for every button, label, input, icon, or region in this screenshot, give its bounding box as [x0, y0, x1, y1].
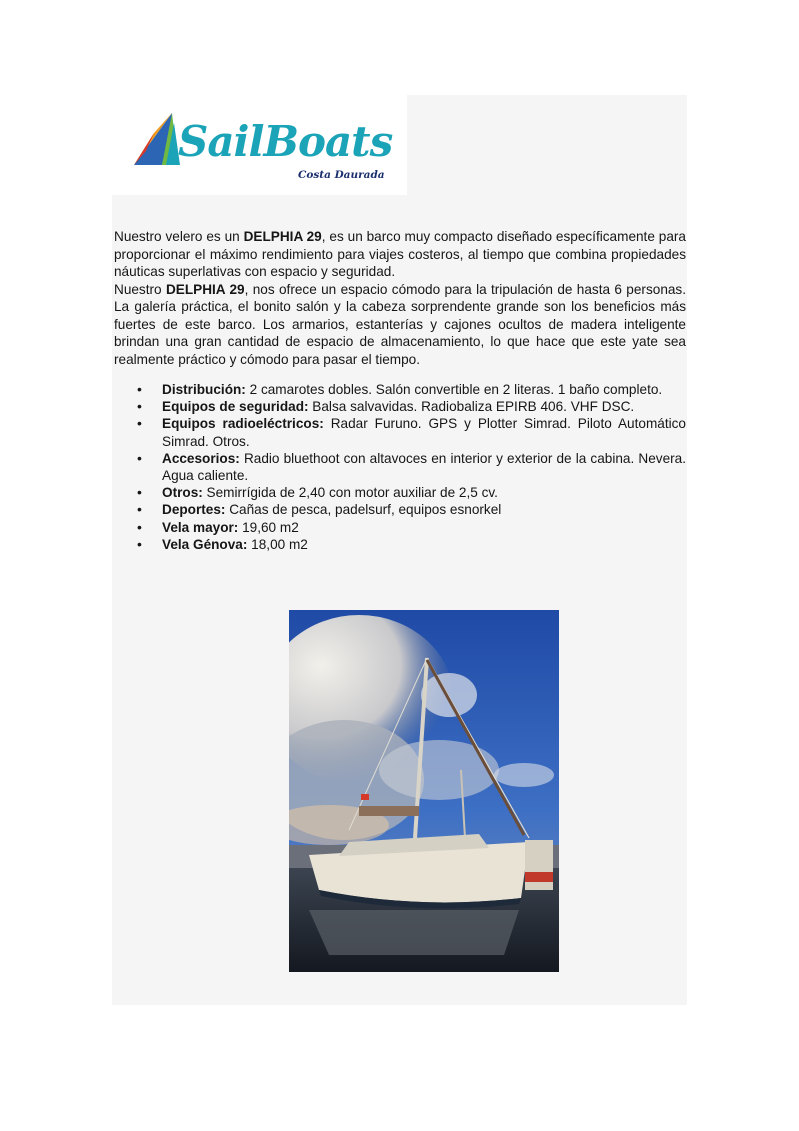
list-item: • Equipos radioeléctricos: Radar Furuno. GPS y Plotter Simrad. Piloto Automático Simrad. Otros.: [162, 415, 686, 449]
list-item: • Deportes: Cañas de pesca, padelsurf, equipos esnorkel: [162, 501, 686, 518]
list-item: • Equipos de seguridad: Balsa salvavidas. Radiobaliza EPIRB 406. VHF DSC.: [162, 398, 686, 415]
brand-name: SailBoats: [178, 117, 393, 166]
model-name: DELPHIA 29: [243, 229, 322, 244]
brand-tagline: Costa Daurada: [298, 169, 385, 181]
sailboat-image: [289, 610, 559, 972]
list-item: • Vela Génova: 18,00 m2: [162, 536, 686, 553]
sailboat-photo: [289, 610, 559, 972]
intro-paragraph-2: Nuestro DELPHIA 29, nos ofrece un espacio cómodo para la tripulación de hasta 6 personas. La galería práctica, el bonito salón y la cabeza sorprendente grande son los beneficios más fuertes de este barco. Los armarios, estanterías y cajones ocultos de madera inteligente brindan una gran cantidad de espacio de almacenamiento, lo que hace que este yate sea realmente práctico y cómodo para pasar el tiempo.: [114, 281, 687, 367]
list-item: • Otros: Semirrígida de 2,40 con motor auxiliar de 2,5 cv.: [162, 484, 686, 501]
model-name: DELPHIA 29: [165, 281, 245, 297]
list-item: • Accesorios: Radio bluethoot con altavoces en interior y exterior de la cabina. Nevera. Agua caliente.: [162, 450, 686, 484]
features-list: [162, 381, 686, 553]
list-item: • Vela mayor: 19,60 m2: [162, 519, 686, 536]
intro-paragraph-1: Nuestro velero es un DELPHIA 29, es un barco muy compacto diseñado específicamente para proporcionar el máximo rendimiento para viajes costeros, al tiempo que combina propiedades náuticas superlativas con espacio y seguridad.: [114, 229, 686, 279]
list-item: • Distribución: 2 camarotes dobles. Salón convertible en 2 literas. 1 baño completo.: [162, 381, 686, 398]
intro-text: [114, 228, 686, 368]
sailboats-logo: [112, 95, 407, 195]
